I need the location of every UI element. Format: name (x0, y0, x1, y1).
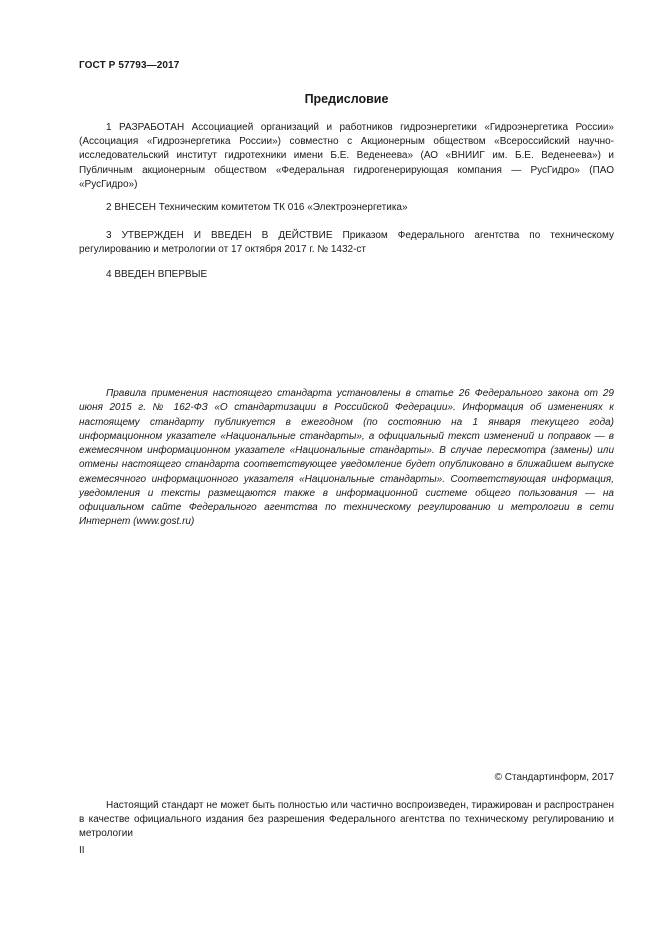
item-text: Ассоциацией организаций и работников гидроэнергетики «Гидроэнергетика России» (Ассоциация «Гидроэнергетика России») совместно с Акционерным обществом «Всероссийский научно-исследовательский институт гидротехники имени Б.Е. Веденеева» (АО «ВНИИГ им. Б.Е. Веденеева») и Публичным акционерным обществом «Федеральная гидрогенерирующая компания — РусГидро» (ПАО «РусГидро») (79, 122, 614, 190)
reproduction-rights-notice: Настоящий стандарт не может быть полностью или частично воспроизведен, тиражирован и распространен в качестве официального издания без разрешения Федерального агентства по техническому регулированию и метрологии (79, 800, 614, 840)
document-header: ГОСТ Р 57793—2017 (79, 60, 180, 71)
page-number: II (79, 845, 85, 856)
item-lead: 1 РАЗРАБОТАН (106, 122, 185, 133)
foreword-item-first-introduced (79, 268, 614, 282)
item-lead: 2 ВНЕСЕН (106, 202, 157, 213)
application-rules-notice: Правила применения настоящего стандарта установлены в статье 26 Федерального закона от 29 июня 2015 г. № 162-ФЗ «О стандартизации в Российской Федерации». Информация об изменениях к настоящему стандарту публикуется в ежегодном (по состоянию на 1 января текущего года) информационном указателе «Национальные стандарты», а официальный текст изменений и поправок — в ежемесячном информационном указателе «Национальные стандарты». В случае пересмотра (замены) или отмены настоящего стандарта соответствующее уведомление будет опубликовано в ближайшем выпуске ежемесячного информационного указателя «Национальные стандарты». Соответствующая информация, уведомления и тексты размещаются также в информационной системе общего пользования — на официальном сайте Федерального агентства по техническому регулированию и метрологии в сети Интернет (www.gost.ru) (79, 388, 614, 528)
section-title: Предисловие (304, 92, 389, 106)
foreword-item-introduced (79, 201, 614, 215)
item-text: Техническим комитетом ТК 016 «Электроэнергетика» (156, 202, 408, 213)
item-lead: 3 УТВЕРЖДЕН И ВВЕДЕН В ДЕЙСТВИЕ (106, 230, 333, 241)
item-lead: 4 ВВЕДЕН ВПЕРВЫЕ (106, 269, 208, 280)
item-text: Приказом Федерального агентства по техническому регулированию и метрологии от 17 октября 2017 г. № 1432-ст (79, 230, 614, 256)
foreword-item-developed (79, 121, 614, 192)
copyright-line: © Стандартинформ, 2017 (494, 772, 614, 783)
foreword-item-approved (79, 229, 614, 257)
